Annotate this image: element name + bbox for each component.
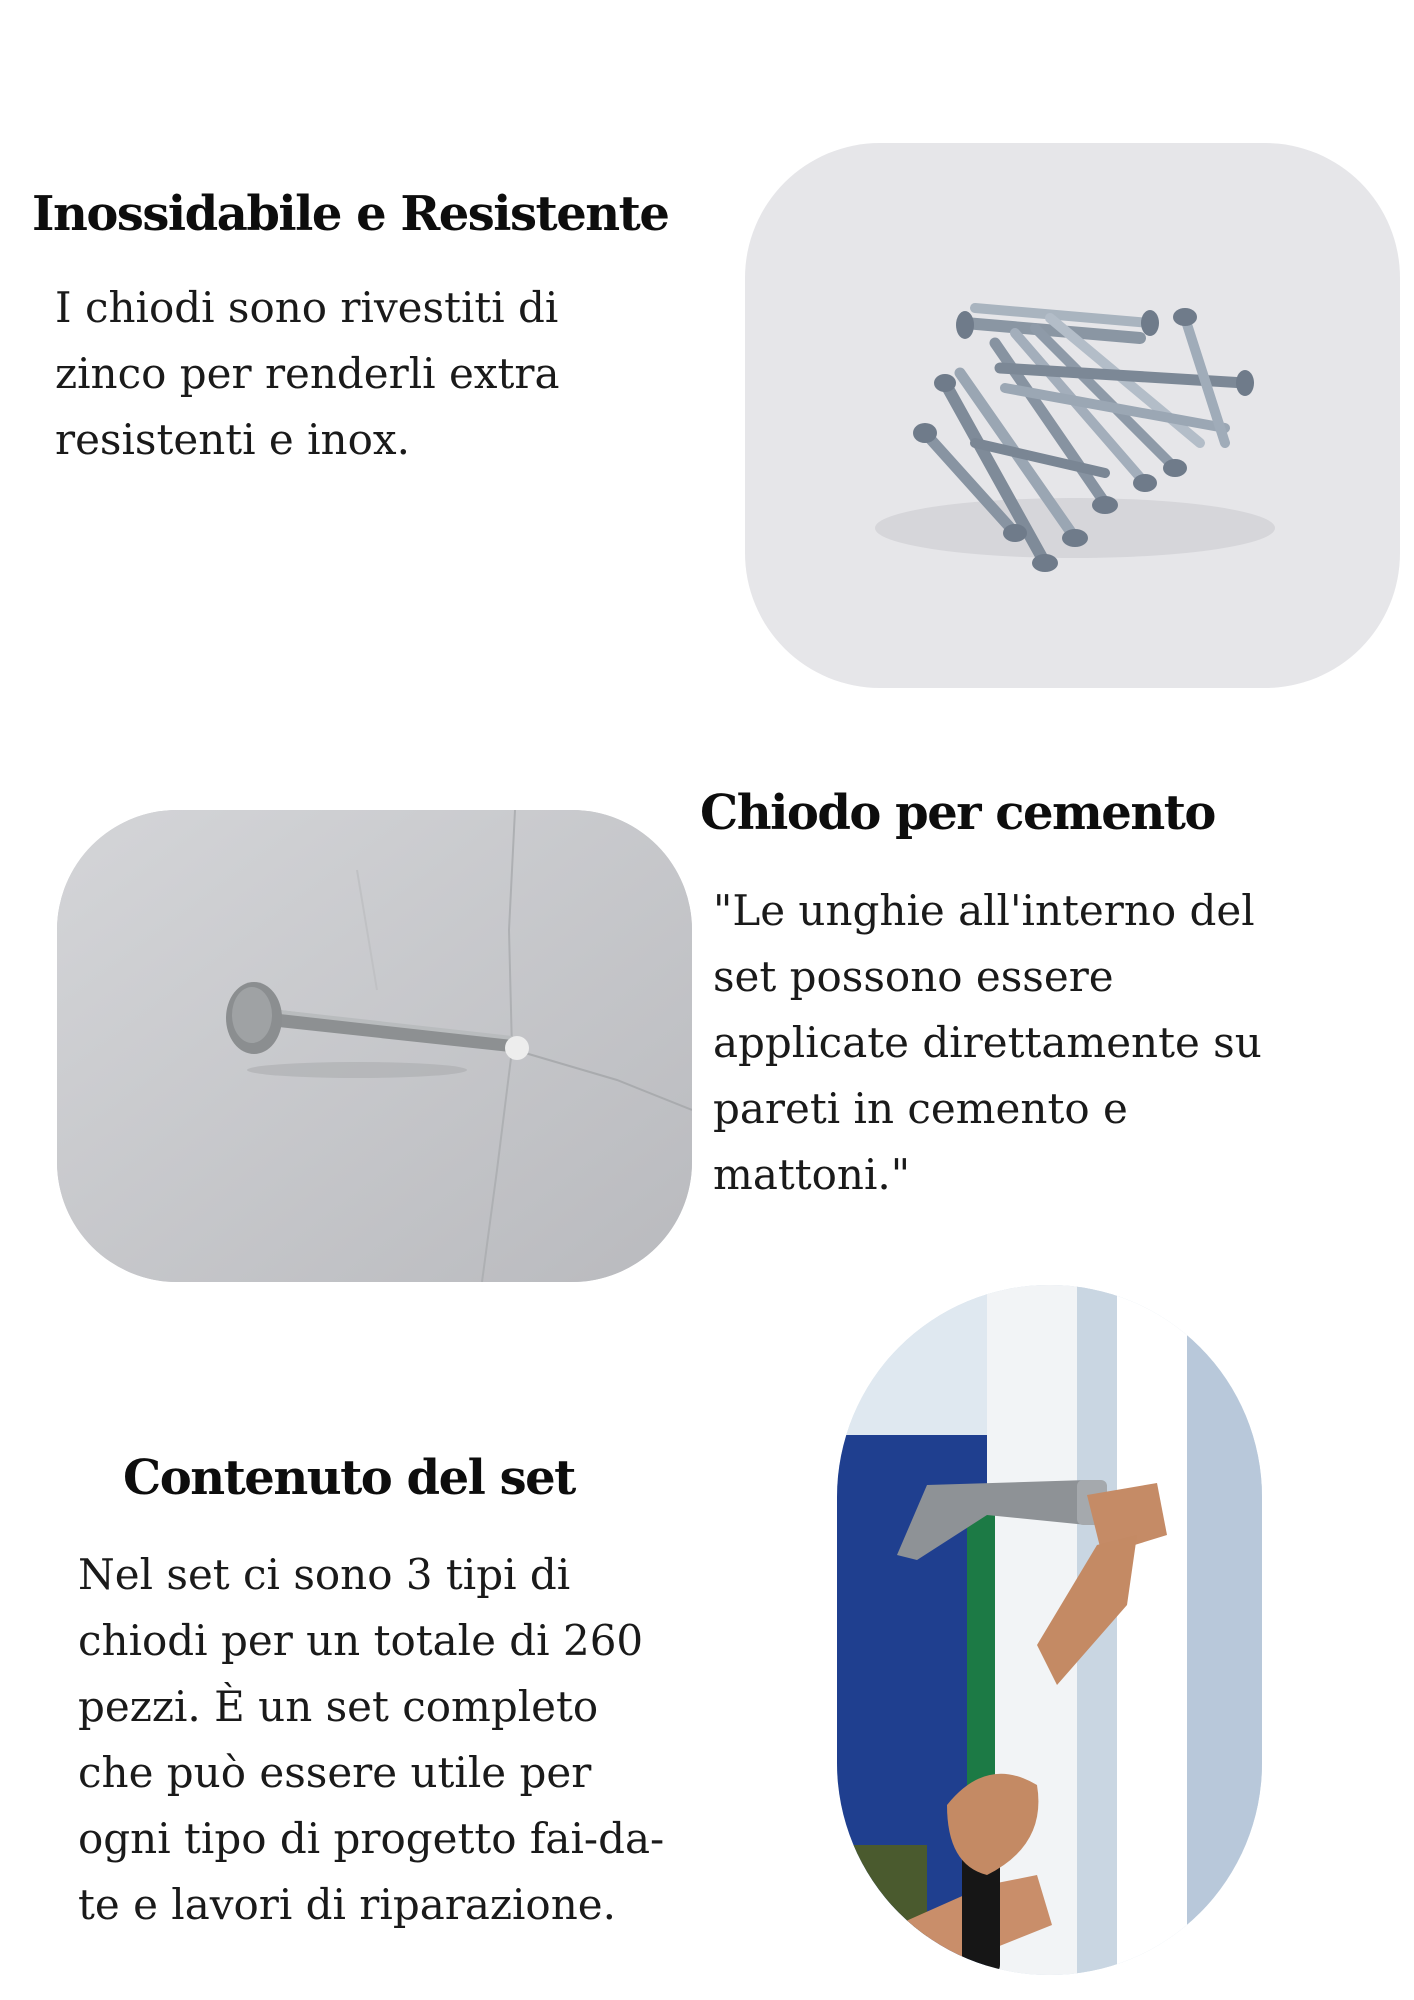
nail-in-wall-image xyxy=(57,810,692,1282)
section-text-set-content: Nel set ci sono 3 tipi di chiodi per un totale di 260 pezzi. È un set completo che può essere utile per ogni tipo di progetto fai-da- te e lavori di riparazione. xyxy=(78,1550,665,1929)
section-heading-concrete: Chiodo per cemento xyxy=(700,785,1215,841)
section-text-concrete: "Le unghie all'interno del set possono essere applicate direttamente su pareti in cemento e mattoni." xyxy=(713,886,1262,1199)
hammer-image xyxy=(837,1285,1262,1975)
section-text-stainless: I chiodi sono rivestiti di zinco per renderli extra resistenti e inox. xyxy=(55,283,560,464)
nails-pile-image xyxy=(745,143,1400,688)
section-heading-set-content: Contenuto del set xyxy=(123,1450,575,1506)
section-heading-stainless: Inossidabile e Resistente xyxy=(32,186,669,242)
